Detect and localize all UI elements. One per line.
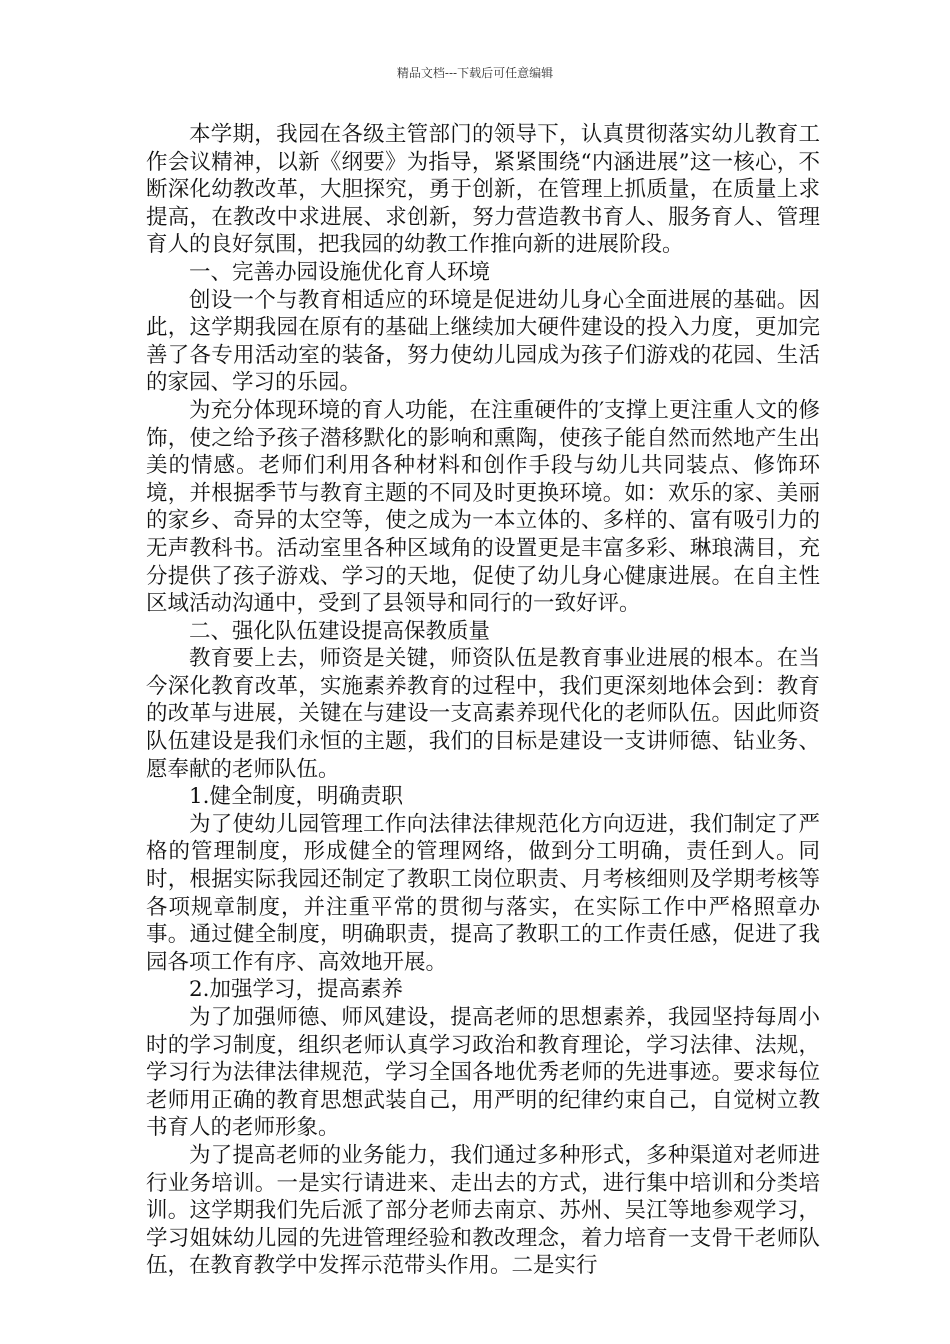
section-heading-1: 一、完善办园设施优化育人环境: [189, 259, 491, 285]
page-header: 精品文档---下载后可任意编辑: [396, 66, 554, 80]
paragraph-training: 为了提高老师的业务能力，我们通过多种形式，多种渠道对老师进行业务培训。一是实行请进来、走出去的方式，进行集中培训和分类培训。这学期我们先后派了部分老师去南京、苏州、吴江等地参观学习，学习姐妹幼儿园的先进管理经验和教改理念，着力培育一支骨干老师队伍，在教育教学中发挥示范带头作用。二是实行: [146, 1142, 820, 1279]
paragraph-system: 为了使幼儿园管理工作向法律法律规范化方向迈进，我们制定了严格的管理制度，形成健全的管理网络，做到分工明确，责任到人。同时，根据实际我园还制定了教职工岗位职责、月考核细则及学期考核等各项规章制度，并注重平常的贯彻与落实，在实际工作中严格照章办事。通过健全制度，明确职责，提高了教职工的工作责任感，促进了我园各项工作有序、高效地开展。: [146, 811, 820, 975]
subsection-heading-2: 2.加强学习，提高素养: [189, 977, 404, 1003]
subsection-heading-1: 1.健全制度，明确责职: [189, 784, 404, 810]
section-heading-2: 二、强化队伍建设提高保教质量: [189, 618, 491, 644]
paragraph-environment-function: 为充分体现环境的育人功能，在注重硬件的′支撑上更注重人文的修饰，使之给予孩子潜移默化的影响和熏陶，使孩子能自然而然地产生出美的情感。老师们利用各种材料和创作手段与幼儿共同装点、修饰环境，并根据季节与教育主题的不同及时更换环境。如：欢乐的家、美丽的家乡、奇异的太空等，使之成为一本立体的、多样的、富有吸引力的无声教科书。活动室里各种区域角的设置更是丰富多彩、琳琅满目，充分提供了孩子游戏、学习的天地，促使了幼儿身心健康进展。在自主性区域活动沟通中，受到了县领导和同行的一致好评。: [146, 397, 820, 617]
document-body: [146, 121, 820, 1280]
paragraph-teacher-team: 教育要上去，师资是关键，师资队伍是教育事业进展的根本。在当今深化教育改革，实施素养教育的过程中，我们更深刻地体会到：教育的改革与进展，关键在与建设一支高素养现代化的老师队伍。因此师资队伍建设是我们永恒的主题，我们的目标是建设一支讲师德、钻业务、愿奉献的老师队伍。: [146, 646, 820, 782]
paragraph-environment: 创设一个与教育相适应的环境是促进幼儿身心全面进展的基础。因此，这学期我园在原有的基础上继续加大硬件建设的投入力度，更加完善了各专用活动室的装备，努力使幼儿园成为孩子们游戏的花园、生活的家园、学习的乐园。: [146, 287, 820, 396]
paragraph-intro: 本学期，我园在各级主管部门的领导下，认真贯彻落实幼儿教育工作会议精神，以新《纲要》为指导，紧紧围绕“内涵进展”这一核心，不断深化幼教改革，大胆探究，勇于创新，在管理上抓质量，在质量上求提高，在教改中求进展、求创新，努力营造教书育人、服务育人、管理育人的良好氛围，把我园的幼教工作推向新的进展阶段。: [146, 122, 820, 258]
paragraph-study: 为了加强师德、师风建设，提高老师的思想素养，我园坚持每周小时的学习制度，组织老师认真学习政治和教育理论，学习法律、法规，学习行为法律法律规范，学习全国各地优秀老师的先进事迹。要求每位老师用正确的教育思想武装自己，用严明的纪律约束自己，自觉树立教书育人的老师形象。: [146, 1005, 820, 1141]
